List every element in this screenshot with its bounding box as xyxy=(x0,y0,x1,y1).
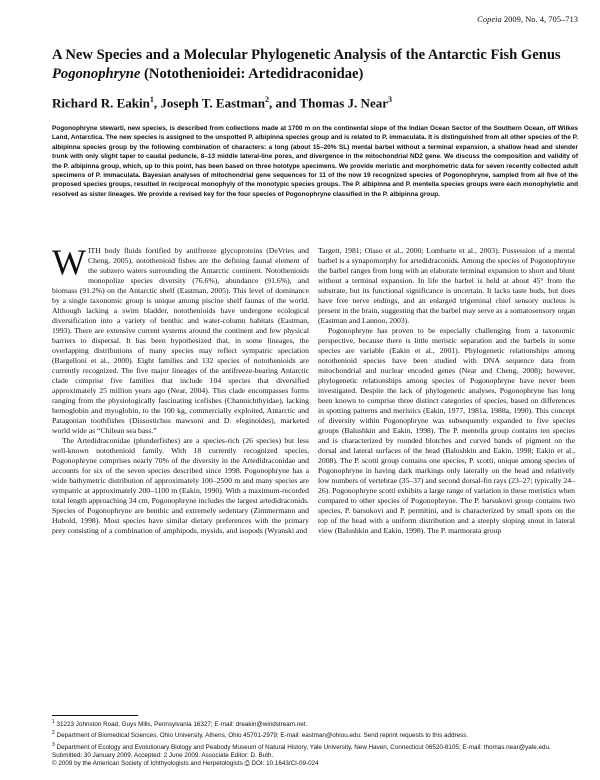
article-title xyxy=(52,46,572,84)
body-column-right xyxy=(318,246,575,536)
copyright-line xyxy=(52,760,578,768)
body-paragraph xyxy=(52,242,309,436)
footnotes xyxy=(52,715,578,769)
author-2: Joseph T. Eastman xyxy=(160,95,266,111)
footnote-rule xyxy=(52,715,138,716)
body-column-left xyxy=(52,242,309,536)
author-separator: , xyxy=(153,95,161,111)
submission-info: Submitted: 30 January 2009. Accepted: 2 June 2009. Associate Editor: D. Buth. xyxy=(52,752,274,760)
footnote-mark: 3 xyxy=(52,741,55,748)
author-3-note: 3 xyxy=(387,95,392,104)
footnote-1 xyxy=(52,718,578,729)
footnote-text: Department of Biomedical Sciences, Ohio University, Athens, Ohio 45701-2979; E-mail: eastman@ohiou.edu. Send reprint requests to this address. xyxy=(54,732,469,740)
author-1: Richard R. Eakin xyxy=(52,95,150,111)
title-genus: Pogonophryne xyxy=(52,66,141,82)
doi-icon: ⎙ xyxy=(244,760,250,768)
paragraph-text: body fluids fortified by antifreeze glycoproteins (DeVries and Cheng, 2005), notothenioid fishes are the defining faunal element of the subzero waters surrounding the Antarctic continent. Notothenioids monopolize species diversity (76.6%), abundance (91.6%), and biomass (91.2%) on the Antarctic shelf (Eastman, 2005). This level of dominance by a single taxonomic group is unique among piscine shelf faunas of the world. Although lacking a swim bladder, notothenioids have undergone ecological diversification into a variety of benthic and water-column habitats (Eastman, 1993). There are extensive current systems around the continent and few physical barriers to dispersal. It has been hypothesized that, in some lineages, the overlapping distributions of many species may reflect sympatric speciation (Bargelloni et al., 2000). Eight families and 132 species of notothenioids are currently recognized. The five major lineages of the antifreeze-bearing Antarctic clade comprise five families that include 104 species that diversified approximately 25 million years ago (Near, 2004). This clade encompasses forms ranging from the physiologically fascinating icefishes (Channichthyidae), lacking hemoglobin and myoglobin, to the 100 kg, commercially exploited, Antarctic and Patagonian toothfishes (Dissostichus mawsoni and D. eleginoides), marketed world wide as “Chilean sea bass.” xyxy=(52,246,309,436)
footnote-text: 31223 Johnston Road, Guys Mills, Pennsylvania 16327; E-mail: dreakin@windstream.net. xyxy=(54,721,308,729)
footnote-text: Department of Ecology and Evolutionary Biology and Peabody Museum of Natural History, Yale University, New Haven, Connecticut 06520-8105; E-mail: thomas.near@yale.edu. xyxy=(54,743,551,751)
author-list xyxy=(52,95,572,111)
drop-cap: W xyxy=(52,242,86,282)
title-text-end: (Notothenioidei: Artedidraconidae) xyxy=(140,66,364,82)
footnote-2 xyxy=(52,729,578,740)
journal-name: Copeia xyxy=(477,14,502,24)
author-3: Thomas J. Near xyxy=(299,95,388,111)
issue-pages: 2009, No. 4, 705–713 xyxy=(501,14,578,24)
doi-text[interactable]: DOI: 10.1643/CI-09-024 xyxy=(249,760,319,768)
body-paragraph: The Artedidraconidae (plunderfishes) are a species-rich (26 species) but less well-known notothenioid family. With 18 currently recognized species, Pogonophryne comprises nearly 70% of the diversity in the Artedidraconidae and accounts for six of the seven species described since 1998. Pogonophryne has a wide bathymetric distribution of approximately 100–2500 m and many species are sympatric at approximately 200–1100 m (Eakin, 1990). With a maximum-recorded total length approaching 34 cm, Pogonophryne includes the largest artedidraconids. Species of Pogonophryne are benthic and extremely sedentary (Zimmermann and Hubold, 1998). Most species have similar dietary preferences with the primary prey consisting of a combination of amphipods, mysids, and isopods (Wyanski and xyxy=(52,436,309,536)
title-text: A New Species and a Molecular Phylogenetic Analysis of the Antarctic Fish Genus xyxy=(52,47,561,63)
running-head xyxy=(477,14,578,24)
copyright-text: © 2009 by the American Society of Ichthyologists and Herpetologists xyxy=(52,760,243,768)
author-2-note: 2 xyxy=(265,95,270,104)
author-1-note: 1 xyxy=(149,95,154,104)
abstract: Pogonophryne stewarti, new species, is described from collections made at 1700 m on the continental slope of the Indian Ocean Sector of the Southern Ocean, off Wilkes Land, Antarctica. The new species is assigned to the unspotted P. albipinna species group and is related to P. immaculata. It is distinguished from all other species of the P. albipinna species group by the following combination of characters: a long (about 15–20% SL) mental barbel without a terminal expansion, a shallow head and slender trunk with only slight taper to caudal peduncle, 8–13 middle lateral-line pores, and divergence in the mitochondrial ND2 gene. We discuss the composition and validity of the P. albipinna group, which, up to this point, has been based on three holotype specimens. We provide meristic and morphometric data for seven recently collected adult specimens of P. immaculata. Bayesian analyses of mitochondrial gene sequences for 11 of the now 19 recognized species of Pogonophryne, sampled from all five of the proposed species groups, resulted in reciprocal monophyly of the monotypic species groups. The P. albipinna and P. mentella species groups were each monophyletic and resolved as sister lineages. We provide a revised key for the four species of Pogonophryne classified in the P. albipinna group. xyxy=(52,125,578,198)
footnote-mark: 1 xyxy=(52,719,55,725)
footnote-mark: 2 xyxy=(52,730,55,737)
body-paragraph: Targett, 1981; Olaso et al., 2000; Lombarte et al., 2003). Possession of a mental barbel is a synapomorphy for artedidraconids. Among the species of Pogonophryne the barbel ranges from long with an elaborate terminal expansion to short and blunt without a terminal expansion. In life the barbel is held at about 45° from the substrate, but its functional significance is uncertain. It lacks taste buds, but does have free nerve endings, and an enlarged trigeminal chief sensory nucleus is present in the brain, suggesting that the barbel may serve as a somatosensory organ (Eastman and Lannoo, 2003). xyxy=(318,246,575,326)
author-separator: , and xyxy=(269,95,300,111)
footnote-3 xyxy=(52,741,578,752)
opening-word: ITH xyxy=(87,246,101,255)
body-paragraph: Pogonophryne has proven to be especially challenging from a taxonomic perspective, because there is little meristic separation and the barbels in some species are variable (Eakin et al., 2001). Phylogenetic relationships among notothenioid species have been studied with DNA sequence data from mitochondrial and nuclear encoded genes (Near and Cheng, 2008); however, phylogenetic relationships among species of Pogonophryne have never been investigated. Despite the lack of phylogenetic analyses, Pogonophryne has long been known to comprise three distinct categories of species, based on differences in spotting patterns and meristics (Eakin, 1977, 1981a, 1988a, 1990). This concept of diversity within Pogonophryne was subsequently expanded to five species groups (Balushkin and Eakin, 1998). The P. mentella group contains ten species and is characterized by rounded blotches and curved bands of pigment on the dorsal and lateral surfaces of the head (Balushkin and Eakin, 1998; Eakin et al., 2008). The P. scotti group contains one species, P. scotti, unique among species of Pogonophryne in having dark markings only laterally on the head and relatively low numbers of vertebrae (35–37) and second dorsal-fin rays (23–27; typically 24–26). Pogonophryne scotti exhibits a large range of variation in these meristics when compared to other species of Pogonophryne. The P. barsukovi group contains two species, P. barsukovi and P. permitini, and is characterized by small spots on the top of the head with a uniform distribution and a steeply sloping snout in lateral view (Balushkin and Eakin, 1998). The P. marmorata group xyxy=(318,326,575,536)
